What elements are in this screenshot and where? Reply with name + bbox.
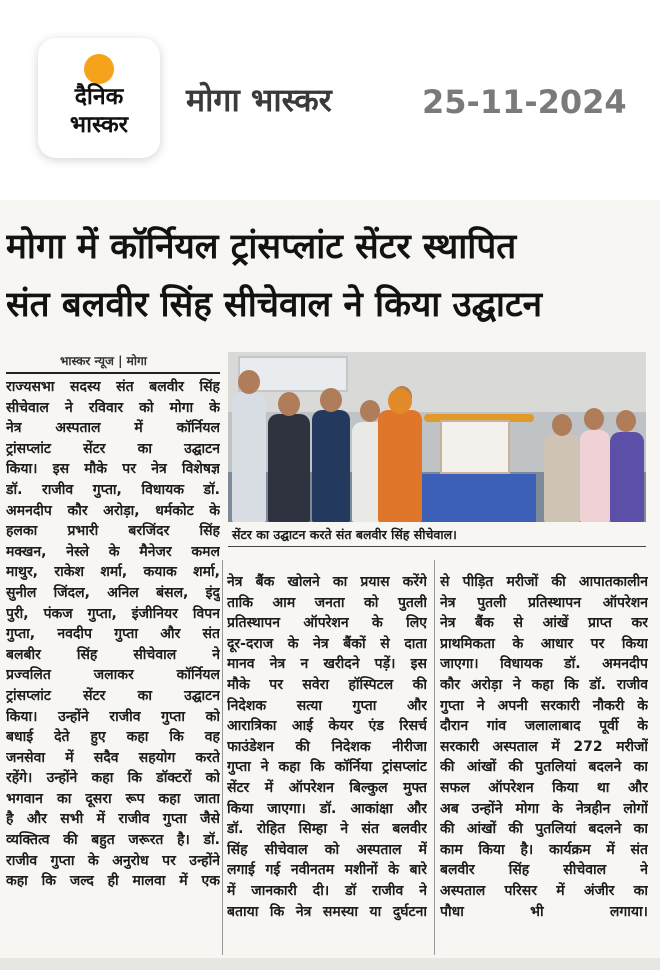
- column-1-line: पुरी, पंकज गुप्ता, इंजीनियर विपन: [6, 605, 220, 622]
- photo-person-head: [584, 408, 604, 430]
- column-2-line: में जानकारी दी। डॉ राजीव ने: [227, 882, 427, 899]
- article-column-2: [227, 572, 427, 922]
- column-1-line: गुप्ता, नवदीप गुप्ता और संत: [6, 626, 220, 643]
- column-3-line: कौर अरोड़ा ने कहा कि डॉ. राजीव: [440, 676, 648, 693]
- column-3-line: पौधा भी लगाया।: [440, 903, 648, 920]
- event-photo: [228, 352, 646, 522]
- byline-rule: [6, 372, 220, 374]
- column-1-line: डॉ. राजीव गुप्ता, विधायक डॉ.: [6, 481, 220, 498]
- column-3-line: गुप्ता ने अपनी सरकारी नौकरी के: [440, 697, 648, 714]
- photo-person-head: [278, 392, 300, 416]
- headline-line-2: संत बलवीर सिंह सीचेवाल ने किया उद्घाटन: [6, 285, 543, 325]
- column-1-line: व्यक्तित्व की बहुत जरूरत है। डॉ.: [6, 832, 220, 849]
- column-3-line: काम किया है। कार्यक्रम में संत: [440, 841, 648, 858]
- headline-line-1: मोगा में कॉर्नियल ट्रांसप्लांट सेंटर स्थापित: [6, 227, 517, 267]
- column-1-line: सुनील जिंदल, अनिल बंसल, इंदु: [6, 584, 220, 601]
- column-1-line: कहा कि जल्द ही मालवा में एक: [6, 873, 220, 890]
- column-3-line: सरकारी अस्पताल में 272 मरीजों: [440, 738, 648, 755]
- photo-person: [544, 434, 580, 522]
- column-3-line: नेत्र बैंक से आंखें प्राप्त कर: [440, 615, 648, 632]
- column-1-line: जनसेवा में सदैव सहयोग करते: [6, 749, 220, 766]
- column-1-line: ट्रांसप्लांट सेंटर का उद्घाटन: [6, 440, 220, 457]
- column-2-line: मौके पर सवेरा हॉस्पिटल की: [227, 676, 427, 693]
- column-1-line: अमनदीप कौर अरोड़ा, धर्मकोट के: [6, 502, 220, 519]
- column-2-line: नेत्र बैंक खोलने का प्रयास करेंगे: [227, 574, 427, 590]
- caption-rule: [228, 546, 646, 547]
- photo-plaque: [440, 420, 510, 474]
- logo-text-line1: दैनिक: [74, 84, 124, 110]
- column-2-line: निदेशक सत्या गुप्ता और: [227, 697, 427, 714]
- sun-logo-icon: [84, 54, 114, 84]
- column-1-line: मक्खन, नेस्ले के मैनेजर कमल: [6, 543, 220, 560]
- column-2-line: डॉ. रोहित सिम्हा ने संत बलवीर: [227, 821, 427, 838]
- column-2-line: ताकि आम जनता को पुतली: [227, 594, 427, 611]
- photo-person-turban: [388, 388, 412, 414]
- photo-person: [268, 414, 310, 522]
- column-2-line: आरात्रिका आई केयर एंड रिसर्च: [227, 718, 427, 735]
- column-2-line: फाउंडेशन की निदेशक नीरीजा: [227, 738, 427, 755]
- column-3-line: दौरान गांव जलालाबाद पूर्वी के: [440, 718, 648, 735]
- logo-text-line2: भास्कर: [69, 112, 129, 138]
- photo-person-head: [238, 370, 260, 394]
- column-1-line: राजीव गुप्ता के अनुरोध पर उन्होंने: [6, 852, 220, 869]
- clipping-bottom-edge: [0, 958, 660, 970]
- column-2-line: सेंटर में ऑपरेशन बिल्कुल मुफ्त: [227, 779, 427, 796]
- photo-person: [580, 430, 610, 522]
- column-1-line: किया। उन्होंने राजीव गुप्ता को: [6, 708, 220, 725]
- column-1-line: है और सभी में राजीव गुप्ता जैसे: [6, 811, 220, 828]
- column-3-line: की आंखों की पुतलियां बदलने का: [440, 821, 648, 838]
- column-3-line: नेत्र पुतली प्रतिस्थापन ऑपरेशन: [440, 594, 648, 611]
- photo-person-head: [320, 388, 342, 412]
- column-1-line: ट्रांसप्लांट सेंटर का उद्घाटन: [6, 687, 220, 704]
- column-2-line: सिंह सीचेवाल को अस्पताल में: [227, 841, 427, 858]
- column-1-line: माथुर, राकेश शर्मा, कयाक शर्मा,: [6, 564, 220, 581]
- column-2-line: किया जाएगा। डॉ. आकांक्षा और: [227, 800, 427, 817]
- photo-person: [232, 392, 266, 522]
- photo-person-head: [360, 400, 380, 422]
- column-1-line: हलका प्रभारी बरजिंदर सिंह: [6, 523, 220, 540]
- column-divider: [222, 560, 223, 955]
- column-1-line: राज्यसभा सदस्य संत बलवीर सिंह: [6, 379, 220, 395]
- article-column-3: [440, 572, 648, 922]
- column-3-line: सफल ऑपरेशन किया था और: [440, 779, 648, 796]
- column-1-line: किया। इस मौके पर नेत्र विशेषज्ञ: [6, 461, 220, 478]
- column-1-line: बलबीर सिंह सीचेवाल ने: [6, 646, 220, 663]
- article-column-1: [6, 377, 220, 892]
- edition-title: मोगा भास्कर: [186, 81, 332, 119]
- byline: भास्कर न्यूज | मोगा: [60, 354, 147, 368]
- edition-date: 25-11-2024: [422, 83, 627, 121]
- column-2-line: लगाई गई नवीनतम मशीनों के बारे: [227, 862, 427, 879]
- column-2-line: मानव नेत्र न खरीदने पड़ें। इस: [227, 656, 427, 673]
- dainik-bhaskar-logo[interactable]: [38, 38, 160, 158]
- column-3-line: अब उन्होंने मोगा के नेत्रहीन लोगों: [440, 800, 648, 817]
- column-2-line: गुप्ता ने कहा कि कॉर्निया ट्रांसप्लांट: [227, 759, 427, 776]
- column-2-line: दूर-दराज के नेत्र बैंकों से दाता: [227, 635, 427, 652]
- photo-table: [416, 474, 536, 522]
- column-3-line: बलवीर सिंह सीचेवाल ने: [440, 862, 648, 879]
- column-3-line: से पीड़ित मरीजों की आपातकालीन: [440, 574, 648, 590]
- column-2-line: प्रतिस्थापन ऑपरेशन के लिए: [227, 615, 427, 632]
- photo-person: [312, 410, 350, 522]
- photo-person-saint: [378, 410, 422, 522]
- photo-person: [610, 432, 644, 522]
- column-1-line: रहेंगे। उन्होंने कहा कि डॉक्टरों को: [6, 770, 220, 787]
- column-1-line: नेत्र अस्पताल में कॉर्नियल: [6, 420, 220, 437]
- column-3-line: अस्पताल परिसर में अंजीर का: [440, 882, 648, 899]
- photo-person-head: [552, 414, 572, 436]
- column-1-line: प्रज्वलित जलाकर कॉर्नियल: [6, 667, 220, 684]
- photo-person-head: [616, 410, 636, 432]
- column-divider: [434, 560, 435, 955]
- photo-caption: सेंटर का उद्घाटन करते संत बलवीर सिंह सीचेवाल।: [232, 527, 457, 542]
- app-header: [0, 0, 660, 190]
- column-3-line: प्राथमिकता के आधार पर किया: [440, 635, 648, 652]
- column-3-line: जाएगा। विधायक डॉ. अमनदीप: [440, 656, 648, 673]
- column-1-line: बधाई देते हुए कहा कि वह: [6, 729, 220, 746]
- column-3-line: की आंखों की पुतलियां बदलने का: [440, 759, 648, 776]
- column-2-line: बताया कि नेत्र समस्या या दुर्घटना: [227, 903, 427, 920]
- column-1-line: भगवान का दूसरा रूप कहा जाता: [6, 790, 220, 807]
- column-1-line: सीचेवाल ने रविवार को मोगा के: [6, 399, 220, 416]
